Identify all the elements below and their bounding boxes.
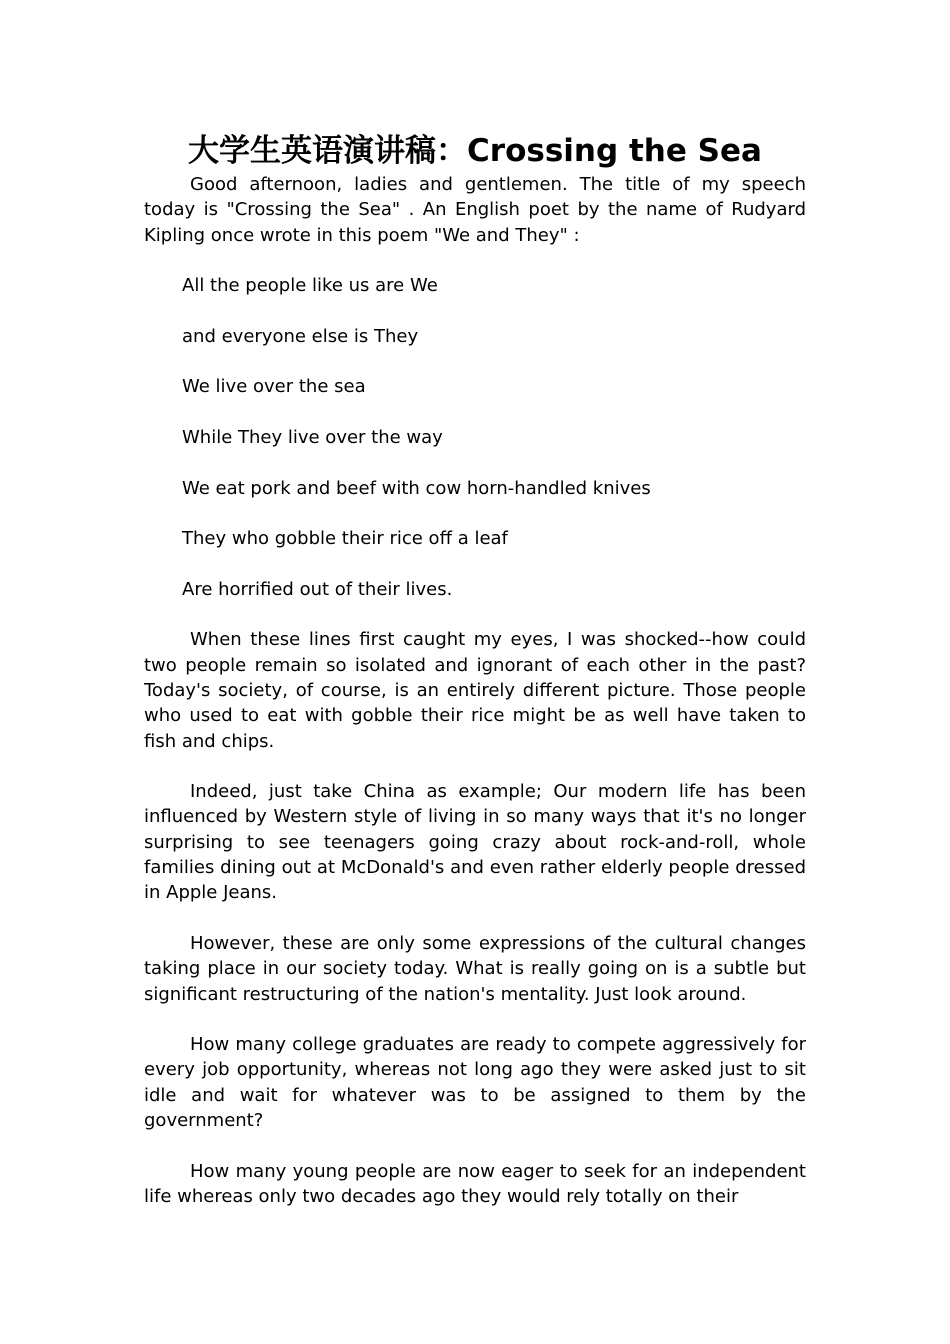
poem-line: While They live over the way	[182, 426, 443, 448]
spacer	[144, 1133, 806, 1158]
body-paragraph: How many young people are now eager to seek for an independent life whereas only two decades ago they would rely totally on their	[144, 1160, 806, 1207]
spacer	[144, 551, 806, 576]
document-body	[144, 130, 806, 1209]
spacer	[144, 298, 806, 323]
poem-line: Are horrified out of their lives.	[182, 578, 453, 600]
poem-line: and everyone else is They	[182, 325, 419, 347]
poem-line: All the people like us are We	[182, 275, 438, 297]
document-title: 大学生英语演讲稿：Crossing the Sea	[188, 133, 762, 169]
spacer	[144, 400, 806, 425]
poem-line: They who gobble their rice off a leaf	[182, 528, 508, 550]
poem-line: We live over the sea	[182, 376, 366, 398]
spacer	[144, 450, 806, 475]
spacer	[144, 1007, 806, 1032]
body-paragraph: When these lines first caught my eyes, I was shocked--how could two people remain so isolated and ignorant of each other in the past? Today's society, of course, is an entirely different picture. Those people who used to eat with gobble their rice might be as well have taken to fish and chips.	[144, 629, 806, 752]
spacer	[144, 501, 806, 526]
spacer	[144, 248, 806, 273]
spacer	[144, 349, 806, 374]
intro-paragraph: Good afternoon, ladies and gentlemen. The title of my speech today is "Crossing the Sea" . An English poet by the name of Rudyard Kipling once wrote in this poem "We and They" :	[144, 174, 806, 246]
spacer	[144, 602, 806, 627]
body-paragraph: How many college graduates are ready to compete aggressively for every job opportunity, whereas not long ago they were asked just to sit idle and wait for whatever was to be assigned to them by the government?	[144, 1034, 806, 1131]
body-paragraph: However, these are only some expressions of the cultural changes taking place in our society today. What is really going on is a subtle but significant restructuring of the nation's mentality. Just look around.	[144, 932, 806, 1005]
poem-line: We eat pork and beef with cow horn-handled knives	[182, 477, 651, 499]
spacer	[144, 906, 806, 931]
body-paragraph: Indeed, just take China as example; Our modern life has been influenced by Western style of living in so many ways that it's no longer surprising to see teenagers going crazy about rock-and-roll, whole families dining out at McDonald's and even rather elderly people dressed in Apple Jeans.	[144, 781, 806, 904]
spacer	[144, 754, 806, 779]
